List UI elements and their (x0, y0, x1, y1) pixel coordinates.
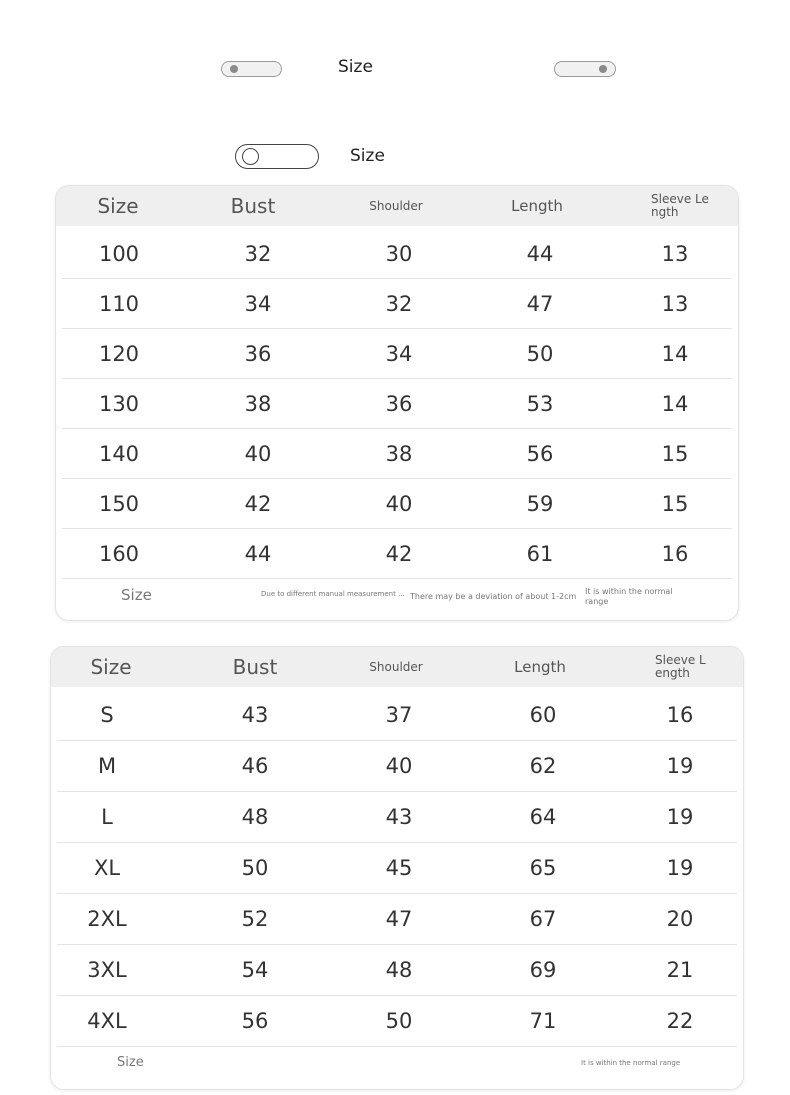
cell-shoulder: 32 (385, 291, 413, 316)
table-row (62, 229, 732, 279)
header-length: Length (511, 197, 563, 215)
cell-length: 71 (529, 1009, 557, 1033)
cell-sleeve: 22 (666, 1009, 694, 1033)
cell-sleeve: 13 (661, 291, 689, 316)
table-row (57, 945, 737, 996)
header-shoulder: Shoulder (369, 199, 423, 213)
cell-sleeve: 14 (661, 341, 689, 366)
cell-bust: 34 (244, 291, 272, 316)
table-row (62, 529, 732, 579)
cell-shoulder: 47 (385, 907, 413, 931)
cell-sleeve: 16 (666, 703, 694, 727)
toggle-knob-icon (242, 148, 259, 165)
cell-shoulder: 34 (385, 341, 413, 366)
cell-bust: 43 (241, 703, 269, 727)
cell-bust: 36 (244, 341, 272, 366)
cell-shoulder: 50 (385, 1009, 413, 1033)
header-length: Length (514, 658, 566, 676)
cell-length: 60 (529, 703, 557, 727)
cell-size: M (97, 754, 117, 778)
cell-length: 47 (526, 291, 554, 316)
cell-size: 120 (98, 341, 140, 366)
cell-shoulder: 40 (385, 491, 413, 516)
cell-sleeve: 21 (666, 958, 694, 982)
header-size: Size (90, 655, 132, 679)
cell-size: 110 (98, 291, 140, 316)
footer-note-measurement: Due to different manual measurement ... (261, 590, 405, 598)
header-bust: Bust (232, 655, 278, 679)
cell-bust: 32 (244, 241, 272, 266)
cell-size: 3XL (87, 958, 127, 982)
cell-size: 2XL (87, 907, 127, 931)
cell-length: 56 (526, 441, 554, 466)
cell-size: L (101, 805, 113, 829)
cell-length: 62 (529, 754, 557, 778)
cell-size: 140 (98, 441, 140, 466)
table-row (57, 741, 737, 792)
adult-size-table (50, 646, 744, 1090)
cell-shoulder: 43 (385, 805, 413, 829)
cell-size: 100 (98, 241, 140, 266)
footer-note-range: It is within the normal range (585, 587, 673, 606)
cell-sleeve: 15 (661, 491, 689, 516)
cell-size: 130 (98, 391, 140, 416)
cell-bust: 42 (244, 491, 272, 516)
cell-shoulder: 37 (385, 703, 413, 727)
footer-label: Size (121, 586, 152, 604)
pill-dot-icon (599, 65, 607, 73)
header-bust: Bust (230, 194, 276, 218)
header-shoulder: Shoulder (369, 660, 423, 674)
toggle-switch (235, 144, 319, 169)
table-row (62, 479, 732, 529)
cell-length: 69 (529, 958, 557, 982)
cell-shoulder: 45 (385, 856, 413, 880)
cell-shoulder: 48 (385, 958, 413, 982)
cell-shoulder: 40 (385, 754, 413, 778)
cell-length: 53 (526, 391, 554, 416)
cell-bust: 40 (244, 441, 272, 466)
cell-length: 64 (529, 805, 557, 829)
cell-bust: 48 (241, 805, 269, 829)
cell-bust: 50 (241, 856, 269, 880)
kids-section-title: Size (350, 146, 385, 166)
banner-title: Size (338, 57, 373, 77)
footer-label: Size (117, 1055, 144, 1070)
table-header (56, 186, 738, 226)
table-footer (51, 1046, 743, 1089)
cell-shoulder: 36 (385, 391, 413, 416)
cell-shoulder: 38 (385, 441, 413, 466)
cell-sleeve: 19 (666, 754, 694, 778)
header-sleeve-length: Sleeve Le ngth (651, 192, 709, 219)
cell-length: 65 (529, 856, 557, 880)
cell-sleeve: 20 (666, 907, 694, 931)
table-footer (56, 578, 738, 620)
cell-sleeve: 15 (661, 441, 689, 466)
cell-length: 50 (526, 341, 554, 366)
cell-size: S (100, 703, 114, 727)
cell-sleeve: 19 (666, 856, 694, 880)
table-row (57, 996, 737, 1047)
header-size: Size (97, 194, 139, 218)
table-row (62, 429, 732, 479)
footer-note-deviation: There may be a deviation of about 1-2cm (410, 592, 577, 601)
cell-sleeve: 19 (666, 805, 694, 829)
cell-size: XL (93, 856, 121, 880)
table-row (57, 894, 737, 945)
cell-bust: 46 (241, 754, 269, 778)
cell-bust: 54 (241, 958, 269, 982)
footer-note-range: It is within the normal range (581, 1059, 681, 1067)
cell-length: 67 (529, 907, 557, 931)
cell-bust: 38 (244, 391, 272, 416)
left-decoration-pill (221, 61, 282, 77)
cell-size: 4XL (87, 1009, 127, 1033)
pill-dot-icon (230, 65, 238, 73)
table-row (57, 690, 737, 741)
table-row (62, 329, 732, 379)
cell-length: 44 (526, 241, 554, 266)
cell-bust: 44 (244, 541, 272, 566)
cell-bust: 52 (241, 907, 269, 931)
table-row (57, 843, 737, 894)
table-row (62, 379, 732, 429)
header-sleeve-length: Sleeve L ength (655, 653, 706, 680)
table-row (57, 792, 737, 843)
right-decoration-pill (554, 61, 616, 77)
cell-sleeve: 13 (661, 241, 689, 266)
cell-bust: 56 (241, 1009, 269, 1033)
cell-sleeve: 16 (661, 541, 689, 566)
kids-size-table (55, 185, 739, 621)
cell-shoulder: 42 (385, 541, 413, 566)
table-row (62, 279, 732, 329)
cell-sleeve: 14 (661, 391, 689, 416)
table-header (51, 647, 743, 687)
cell-length: 61 (526, 541, 554, 566)
cell-size: 150 (98, 491, 140, 516)
cell-length: 59 (526, 491, 554, 516)
cell-shoulder: 30 (385, 241, 413, 266)
cell-size: 160 (98, 541, 140, 566)
